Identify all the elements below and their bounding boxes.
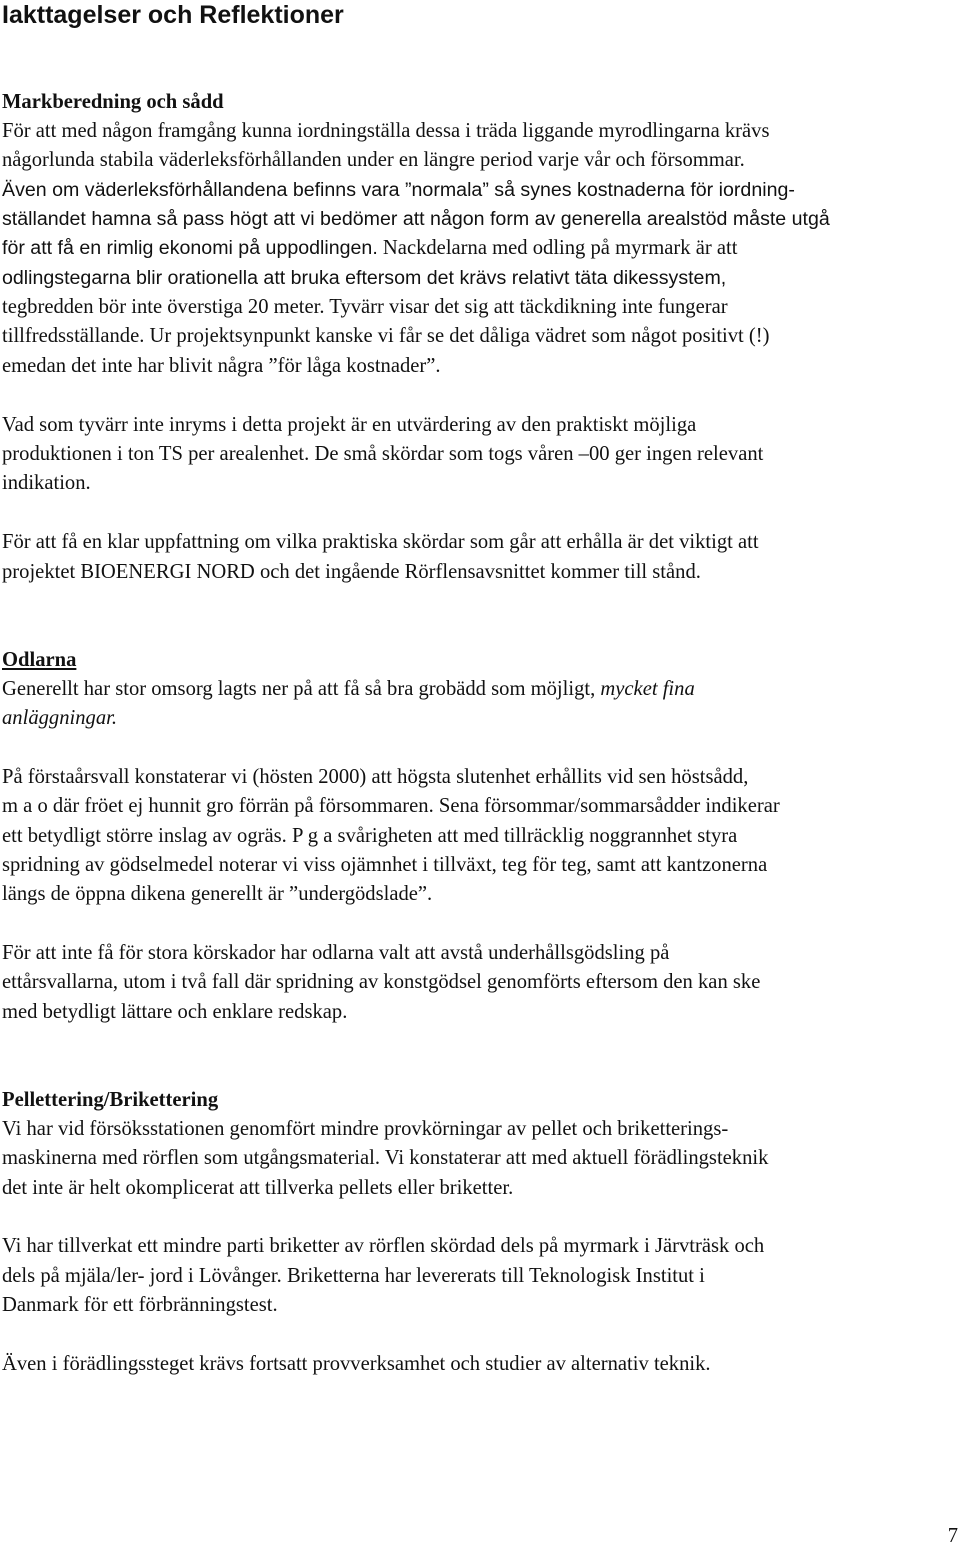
text-line [2, 704, 117, 734]
page-number: 7 [947, 1525, 958, 1547]
text-span-italic: anläggningar. [2, 707, 117, 729]
text-line: det inte är helt okomplicerat att tillverka pellets eller briketter. [2, 1177, 514, 1199]
text-line: projektet BIOENERGI NORD och det ingående Rörflensavsnittet kommer till stånd. [2, 561, 701, 583]
section-heading-odlarna: Odlarna [2, 649, 77, 671]
section-heading-markberedning: Markberedning och sådd [2, 91, 224, 113]
text-line: Även om väderleksförhållandena befinns vara ”normala” så synes kostnaderna för iordning- [2, 179, 795, 201]
text-line: spridning av gödselmedel noterar vi viss ojämnhet i tillväxt, teg för teg, samt att kantzonerna [2, 854, 768, 876]
text-line: Vad som tyvärr inte inryms i detta projekt är en utvärdering av den praktiskt möjliga [2, 414, 697, 436]
text-line: produktionen i ton TS per arealenhet. De små skördar som togs våren –00 ger ingen relevant [2, 443, 764, 465]
text-line: Danmark för ett förbränningstest. [2, 1294, 278, 1316]
text-line: För att med någon framgång kunna iordningställa dessa i träda liggande myrodlingarna krävs [2, 120, 770, 142]
text-line: dels på mjäla/ler- jord i Lövånger. Briketterna har levererats till Teknologisk Institut i [2, 1265, 705, 1287]
text-line: ställandet hamna så pass högt att vi bedömer att någon form av generella arealstöd måste utgå [2, 208, 830, 230]
text-line: Även i förädlingssteget krävs fortsatt provverksamhet och studier av alternativ teknik. [2, 1353, 711, 1375]
section-heading-pellettering: Pellettering/Brikettering [2, 1089, 219, 1111]
text-line: odlingstegarna blir orationella att bruka eftersom det krävs relativt täta dikessystem, [2, 267, 727, 289]
text-line: emedan det inte har blivit några ”för låga kostnader”. [2, 355, 441, 377]
text-line: ettårsvallarna, utom i två fall där spridning av konstgödsel genomförts eftersom den kan ske [2, 971, 761, 993]
text-line: tillfredsställande. Ur projektsynpunkt kanske vi får se det dåliga vädret som något positivt (!) [2, 325, 770, 347]
text-line: Vi har tillverkat ett mindre parti briketter av rörflen skördad dels på myrmark i Järvträsk och [2, 1235, 765, 1257]
text-span-italic: mycket fina [600, 678, 695, 700]
text-line: För att få en klar uppfattning om vilka praktiska skördar som går att erhålla är det viktigt att [2, 531, 759, 553]
page-title: Iakttagelser och Reflektioner [2, 1, 344, 29]
text-span: Generellt har stor omsorg lagts ner på att få så bra grobädd som möjligt, [2, 678, 601, 700]
text-line: För att inte få för stora körskador har odlarna valt att avstå underhållsgödsling på [2, 942, 670, 964]
text-line: m a o där fröet ej hunnit gro förrän på försommaren. Sena försommar/sommarsådder indikerar [2, 795, 780, 817]
text-line [2, 234, 737, 264]
text-line: tegbredden bör inte överstiga 20 meter. Tyvärr visar det sig att täckdikning inte fungerar [2, 296, 728, 318]
text-line: Vi har vid försöksstationen genomfört mindre provkörningar av pellet och briketterings- [2, 1118, 729, 1140]
text-line: med betydligt lättare och enklare redskap. [2, 1001, 348, 1023]
text-line: längs de öppna dikena generellt är ”undergödslade”. [2, 883, 433, 905]
text-line: maskinerna med rörflen som utgångsmaterial. Vi konstaterar att med aktuell förädlingsteknik [2, 1147, 769, 1169]
text-span: Nackdelarna med odling på myrmark är att [377, 237, 738, 259]
text-line: indikation. [2, 472, 91, 494]
text-line: På förstaårsvall konstaterar vi (hösten 2000) att högsta slutenhet erhållits vid sen höstsådd, [2, 766, 749, 788]
text-line: någorlunda stabila väderleksförhållanden under en längre period varje vår och försommar. [2, 149, 745, 171]
text-line: ett betydligt större inslag av ogräs. P g a svårigheten att med tillräcklig noggrannhet styra [2, 825, 738, 847]
text-span: för att få en rimlig ekonomi på uppodlingen. [2, 237, 378, 259]
text-line [2, 675, 695, 705]
